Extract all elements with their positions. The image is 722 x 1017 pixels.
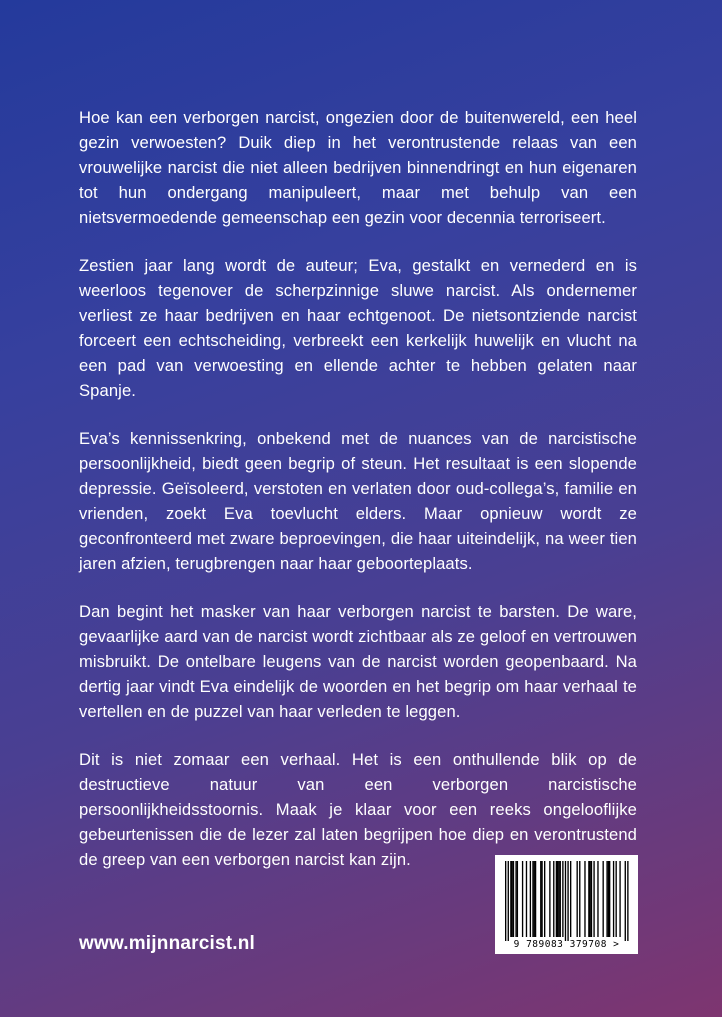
barcode-bar xyxy=(532,861,533,937)
barcode-bar xyxy=(616,861,617,937)
isbn-barcode xyxy=(495,855,638,954)
barcode-bar xyxy=(570,861,571,937)
barcode-bar xyxy=(515,861,516,937)
barcode-bar xyxy=(565,861,566,941)
barcode-bar xyxy=(625,861,626,941)
barcode-bar xyxy=(606,861,607,937)
barcode-bar xyxy=(512,861,513,937)
barcode-bar xyxy=(522,861,523,937)
barcode-digits: 9 789083 379708 > xyxy=(513,939,620,950)
barcode-bar xyxy=(510,861,511,937)
blurb-paragraph-5: Dit is niet zomaar een verhaal. Het is een onthullende blik op de destructieve natuur van een verborgen narcistische persoonlijkheidsstoornis. Maak je klaar voor een reeks ongelooflijke gebeurtenissen die de lezer zal laten begrijpen hoe diep en verontrustend de greep van een verborgen narcist kan zijn. xyxy=(79,750,637,869)
barcode-bar xyxy=(553,861,554,937)
barcode-bar xyxy=(526,861,527,937)
barcode-bar xyxy=(556,861,557,937)
barcode-bar xyxy=(549,861,550,937)
barcode-bar xyxy=(541,861,542,937)
barcode-bar xyxy=(544,861,545,937)
barcode-bar xyxy=(609,861,610,937)
barcode-bar xyxy=(579,861,580,937)
barcode-bar xyxy=(513,861,514,937)
barcode-bar xyxy=(627,861,628,941)
blurb-paragraph-3: Eva’s kennissenkring, onbekend met de nuances van de narcistische persoonlijkheid, biedt geen begrip of steun. Het resultaat is een slopende depressie. Geïsoleerd, verstoten en verlaten door oud-collega’s, familie en vrienden, zoekt Eva toevlucht elders. Maar opnieuw wordt ze geconfronteerd met zware beproevingen, die haar uiteindelijk, na weer tien jaren afzien, terugbrengen naar haar geboorteplaats. xyxy=(79,429,637,573)
barcode-bar xyxy=(517,861,518,937)
barcode-bar xyxy=(588,861,589,937)
barcode-bar xyxy=(597,861,598,937)
barcode-bar xyxy=(540,861,541,937)
blurb-text xyxy=(79,105,637,895)
website-url: www.mijnnarcist.nl xyxy=(79,933,256,954)
barcode-bar xyxy=(558,861,559,937)
barcode-bar xyxy=(560,861,561,937)
barcode-bar xyxy=(530,861,531,937)
barcode-bar xyxy=(534,861,535,937)
barcode-bar xyxy=(608,861,609,937)
barcode-bar xyxy=(577,861,578,937)
barcode-bar xyxy=(508,861,509,941)
barcode-bar xyxy=(619,861,620,937)
blurb-paragraph-4: Dan begint het masker van haar verborgen narcist te barsten. De ware, gevaarlijke aard van de narcist wordt zichtbaar als ze geloof en vertrouwen misbruikt. De ontelbare leugens van de narcist worden geopenbaard. Na dertig jaar vindt Eva eindelijk de woorden en het begrip om haar verhaal te vertellen en de puzzel van haar verleden te leggen. xyxy=(79,602,637,721)
barcode-bar xyxy=(591,861,592,937)
barcode-bar xyxy=(613,861,614,937)
barcode-bar xyxy=(567,861,568,941)
barcode-bar xyxy=(590,861,591,937)
blurb-paragraph-2: Zestien jaar lang wordt de auteur; Eva, gestalkt en vernederd en is weerloos tegenover de scherpzinnige sluwe narcist. Als ondernemer verliest ze haar bedrijven en haar echtgenoot. De nietsontziende narcist forceert een echtscheiding, verbreekt een kerkelijk huwelijk en vlucht na een pad van verwoesting en ellende achter te hebben gelaten naar Spanje. xyxy=(79,256,637,400)
barcode-bar xyxy=(562,861,563,937)
barcode-bar xyxy=(603,861,604,937)
barcode-bar xyxy=(535,861,536,937)
barcode-bar xyxy=(505,861,506,941)
barcode-bar xyxy=(557,861,558,937)
barcode-bar xyxy=(584,861,585,937)
blurb-paragraph-1: Hoe kan een verborgen narcist, ongezien door de buitenwereld, een heel gezin verwoesten? Duik diep in het verontrustende relaas van een vrouwelijke narcist die niet alleen bedrijven binnendringt en hun eigenaren tot hun ondergang manipuleert, maar met behulp van een nietsvermoedende gemeenschap een gezin voor decennia terroriseert. xyxy=(79,108,637,227)
barcode-bar xyxy=(593,861,594,937)
